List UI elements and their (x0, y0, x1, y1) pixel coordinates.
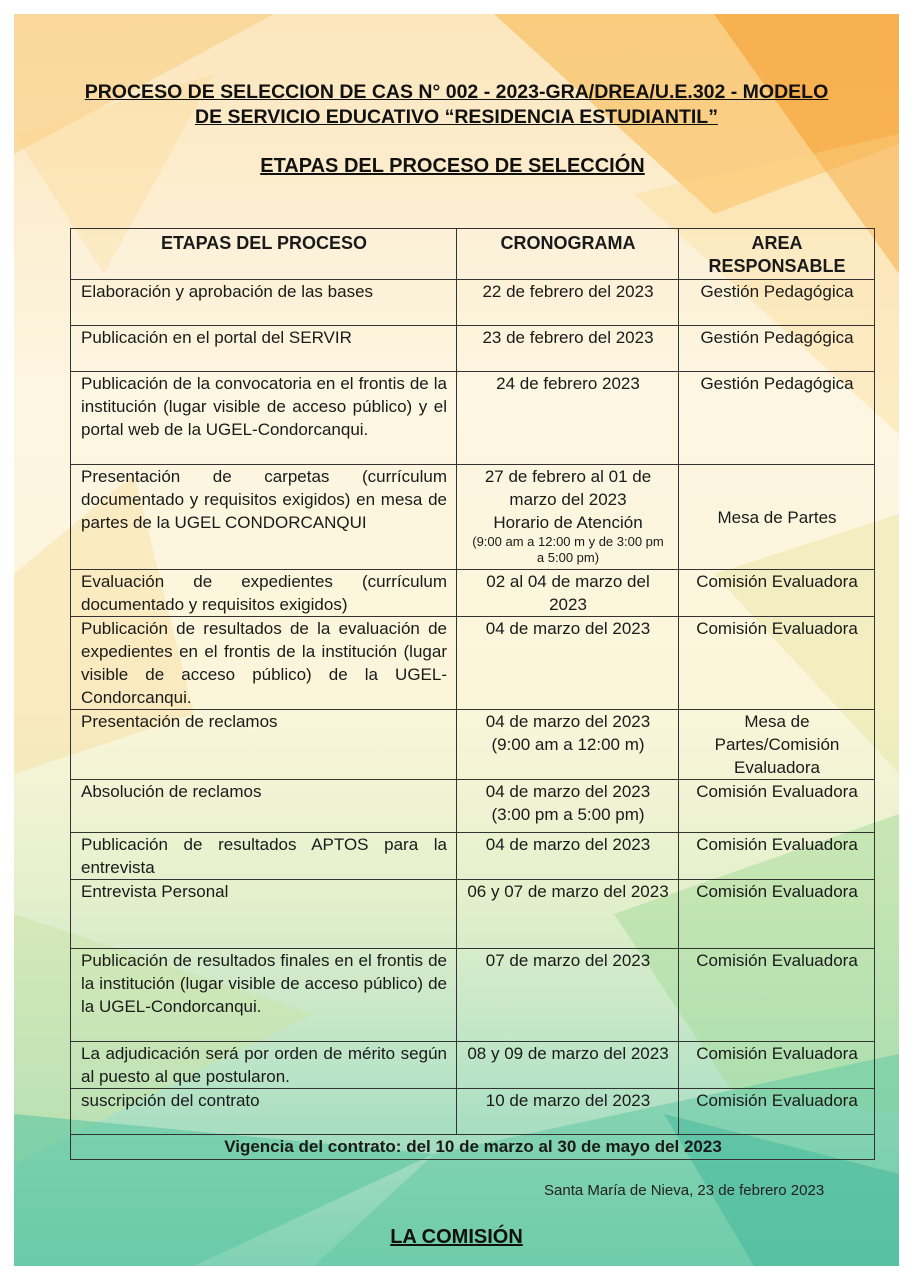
section-subtitle: ETAPAS DEL PROCESO DE SELECCIÓN (260, 155, 645, 177)
area-cell: Mesa de Partes (679, 465, 875, 570)
place-date: Santa María de Nieva, 23 de febrero 2023 (544, 1182, 825, 1199)
stage-cell: Publicación de la convocatoria en el frontis de la institución (lugar visible de acceso público) y el portal web de la UGEL-Condorcanqui. (71, 372, 457, 465)
stage-cell: Presentación de reclamos (71, 710, 457, 780)
schedule-cell: 04 de marzo del 2023 (457, 617, 679, 710)
stage-cell: Publicación de resultados de la evaluación de expedientes en el frontis de la institución (lugar visible de acceso público) de la UGEL- Condorcanqui. (71, 617, 457, 710)
schedule-hours-label: Horario de Atención (493, 513, 643, 532)
table-row (71, 280, 875, 326)
table-header-row (71, 229, 875, 280)
area-cell: Mesa de Partes/Comisión Evaluadora (679, 710, 875, 780)
schedule-hours: (9:00 am a 12:00 m y de 3:00 pm a 5:00 pm) (472, 534, 664, 565)
stage-cell: Absolución de reclamos (71, 780, 457, 833)
column-header-stages: ETAPAS DEL PROCESO (71, 229, 457, 280)
signature-commission: LA COMISIÓN (390, 1226, 523, 1248)
title-line-2: DE SERVICIO EDUCATIVO “RESIDENCIA ESTUDIANTIL” (195, 106, 718, 128)
table-row (71, 570, 875, 617)
document-page (14, 14, 899, 1266)
stage-cell: Elaboración y aprobación de las bases (71, 280, 457, 326)
stage-cell: La adjudicación será por orden de mérito según al puesto al que postularon. (71, 1042, 457, 1089)
table-row (71, 880, 875, 949)
table-row (71, 780, 875, 833)
schedule-cell (457, 465, 679, 570)
schedule-cell: 02 al 04 de marzo del 2023 (457, 570, 679, 617)
schedule-cell: 24 de febrero 2023 (457, 372, 679, 465)
stage-cell: Evaluación de expedientes (currículum documentado y requisitos exigidos) (71, 570, 457, 617)
schedule-cell: 22 de febrero del 2023 (457, 280, 679, 326)
schedule-cell (457, 710, 679, 780)
table-row (71, 710, 875, 780)
schedule-date: 27 de febrero al 01 de marzo del 2023 (484, 467, 652, 509)
schedule-date: 04 de marzo del 2023 (485, 712, 651, 731)
contract-validity: Vigencia del contrato: del 10 de marzo al 30 de mayo del 2023 (71, 1135, 875, 1160)
stage-cell: Publicación de resultados finales en el frontis de la institución (lugar visible de acceso público) de la UGEL-Condorcanqui. (71, 949, 457, 1042)
table-row (71, 949, 875, 1042)
schedule-hours: (9:00 am a 12:00 m) (491, 735, 645, 754)
area-cell: Comisión Evaluadora (679, 1042, 875, 1089)
column-header-schedule: CRONOGRAMA (457, 229, 679, 280)
stage-cell: Presentación de carpetas (currículum documentado y requisitos exigidos) en mesa de partes de la UGEL CONDORCANQUI (71, 465, 457, 570)
table-row (71, 1089, 875, 1135)
stage-cell: Publicación de resultados APTOS para la entrevista (71, 833, 457, 880)
area-cell: Comisión Evaluadora (679, 1089, 875, 1135)
schedule-date: 04 de marzo del 2023 (485, 782, 651, 801)
table-row (71, 372, 875, 465)
table-row (71, 833, 875, 880)
schedule-hours: (3:00 pm a 5:00 pm) (491, 805, 645, 824)
stage-cell: suscripción del contrato (71, 1089, 457, 1135)
column-header-area: AREA RESPONSABLE (679, 229, 875, 280)
area-cell: Gestión Pedagógica (679, 326, 875, 372)
schedule-table (70, 228, 875, 1160)
schedule-cell: 08 y 09 de marzo del 2023 (457, 1042, 679, 1089)
area-cell: Comisión Evaluadora (679, 880, 875, 949)
document-title (14, 80, 899, 130)
stage-cell: Publicación en el portal del SERVIR (71, 326, 457, 372)
table-row (71, 326, 875, 372)
schedule-cell: 23 de febrero del 2023 (457, 326, 679, 372)
schedule-cell (457, 780, 679, 833)
schedule-cell: 07 de marzo del 2023 (457, 949, 679, 1042)
area-cell: Comisión Evaluadora (679, 780, 875, 833)
area-cell: Gestión Pedagógica (679, 280, 875, 326)
area-cell: Comisión Evaluadora (679, 617, 875, 710)
schedule-cell: 04 de marzo del 2023 (457, 833, 679, 880)
area-cell: Gestión Pedagógica (679, 372, 875, 465)
schedule-cell: 10 de marzo del 2023 (457, 1089, 679, 1135)
stage-cell: Entrevista Personal (71, 880, 457, 949)
table-footer-row (71, 1135, 875, 1160)
table-row (71, 617, 875, 710)
table-row (71, 465, 875, 570)
title-line-1: PROCESO DE SELECCION DE CAS N° 002 - 2023-GRA/DREA/U.E.302 - MODELO (84, 81, 829, 103)
schedule-cell: 06 y 07 de marzo del 2023 (457, 880, 679, 949)
area-cell: Comisión Evaluadora (679, 949, 875, 1042)
area-cell: Comisión Evaluadora (679, 833, 875, 880)
table-row (71, 1042, 875, 1089)
area-cell: Comisión Evaluadora (679, 570, 875, 617)
